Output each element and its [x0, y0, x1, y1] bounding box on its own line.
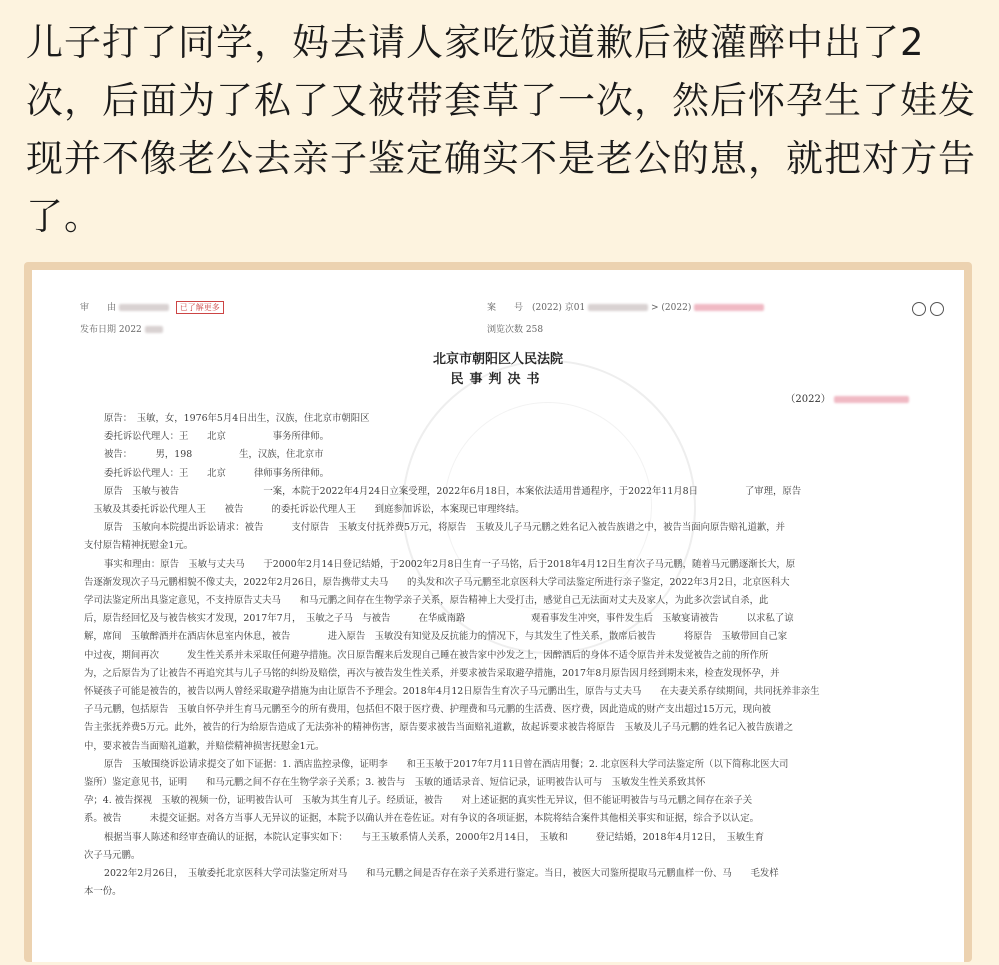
case-ref-2: > (2022): [651, 303, 692, 313]
judgment-line: 次子马元鹏。: [84, 849, 141, 861]
judgment-line: 怀疑孩子可能是被告的，被告以两人曾经采取避孕措施为由让原告不予理会。2018年4月12日原告生育次子马元鹏出生，原告与丈夫马 在夫妻关系存续期间，共同抚养非亲生: [84, 686, 820, 698]
judgment-line: 子马元鹏，包括原告 玉敏自怀孕并生育马元鹏至今的所有费用，包括但不限于医疗费、护理费和马元鹏的生活费、医疗费，因此造成的财产支出超过15万元，现向被: [84, 704, 771, 716]
judgment-line: 告主张抚养费5万元。此外，被告的行为给原告造成了无法弥补的精神伤害，原告要求被告当面赔礼道歉，故起诉要求被告将原告 玉敏及儿子马元鹏的姓名记入被告族谱之: [84, 722, 794, 734]
view-count: 浏览次数 258: [487, 325, 544, 335]
post-text: 儿子打了同学，妈去请人家吃饭道歉后被灌醉中出了2次，后面为了私了又被带套草了一次，然后怀孕生了娃发现并不像老公去亲子鉴定确实不是老公的崽，就把对方告了。: [26, 21, 976, 238]
header-left-row-2: [80, 322, 163, 335]
judgment-line: 根据当事人陈述和经审查确认的证据，本院认定事实如下： 与王玉敏系情人关系，2000年2月14日， 玉敏和 登记结婚，2018年4月12日， 玉敏生育: [104, 831, 765, 843]
court-name: 北京市朝阳区人民法院: [432, 352, 563, 367]
judgment-line: 支付原告精神抚慰金1元。: [84, 540, 194, 552]
judgment-line: 2022年2月26日， 玉敏委托北京医科大学司法鉴定所对马 和马元鹏之间是否存在亲子关系进行鉴定。当日，被医大司鉴所提取马元鹏血样一份、马 毛发样: [104, 868, 779, 880]
header-stamp[interactable]: 已了解更多: [176, 301, 224, 314]
case-ref: 案 号 (2022) 京01: [487, 303, 586, 313]
judgment-line: 鉴所）鉴定意见书，证明 和马元鹏之间不存在生物学亲子关系；3. 被告与 玉敏的通话录音、短信记录，证明被告认可与 玉敏发生性关系致其怀: [84, 777, 706, 789]
print-icon[interactable]: [930, 302, 944, 316]
document-photo-frame: [24, 262, 972, 962]
judgment-line: 孕；4. 被告探视 玉敏的视频一份，证明被告认可 玉敏为其生育儿子。经质证，被告 对上述证据的真实性无异议，但不能证明被告与马元鹏之间存在亲子关: [84, 795, 753, 807]
header-case-row: [487, 300, 764, 313]
judgment-line: 后，原告经回忆及与被告核实才发现，2017年7月， 玉敏之子马 与被告 在华威南路 观看事发生冲突，事件发生后 玉敏宴请被告 以求私了谅: [84, 613, 794, 625]
judgment-line: 中，要求被告当面赔礼道歉，并赔偿精神损害抚慰金1元。: [84, 740, 325, 752]
judgment-line: 告逐渐发现次子马元鹏相貌不像丈夫，2022年2月26日，原告携带丈夫马 的头发和次子马元鹏至北京医科大学司法鉴定所进行亲子鉴定，2022年3月2日，北京医科大: [84, 576, 790, 588]
judgment-line: 玉敏及其委托诉讼代理人王 被告 的委托诉讼代理人王 到庭参加诉讼，本案现已审理终结。: [84, 504, 525, 516]
judgment-line: 原告 玉敏与被告 一案，本院于2022年4月24日立案受理，2022年6月18日，本案依法适用普通程序，于2022年11月8日 了审理，原告: [104, 485, 802, 497]
judgment-line: 事实和理由：原告 玉敏与丈夫马 于2000年2月14日登记结婚，于2002年2月8日生育一子马铭，后于2018年4月12日生育次子马元鹏，随着马元鹏逐渐长大，原: [104, 558, 796, 570]
redacted-text: [119, 304, 169, 311]
redacted-text: [588, 304, 648, 311]
redacted-text: [834, 396, 909, 403]
judgment-line: 委托诉讼代理人：王 北京 律师事务所律师。: [104, 467, 330, 479]
judgment-line: 委托诉讼代理人：王 北京 事务所律师。: [104, 431, 330, 443]
judgment-line: 本一份。: [84, 886, 122, 898]
judgment-line: 为，之后原告为了让被告不再追究其与儿子马铭的纠纷及赔偿，再次与被告发生性关系，并要求被告采取避孕措施，2017年8月原告因月经到期未来，检查发现怀孕，并: [84, 667, 780, 679]
judgment-line: 中过夜，期间再次 发生性关系并未采取任何避孕措施。次日原告醒来后发现自己睡在被告家中沙发之上，因醉酒后的身体不适令原告并未发觉被告之前的所作所: [84, 649, 769, 661]
judgment-line: 学司法鉴定所出具鉴定意见，不支持原告丈夫马 和马元鹏之间存在生物学亲子关系，原告精神上大受打击，感觉自己无法面对丈夫及家人，为此多次尝试自杀，此: [84, 595, 769, 607]
judgment-line: 原告： 玉敏，女，1976年5月4日出生，汉族，住北京市朝阳区: [104, 413, 370, 424]
case-number: [785, 390, 909, 405]
judgment-line: 被告： 男，198 生，汉族，住北京市: [104, 449, 324, 461]
judgment-line: 系。被告 未提交证据。对各方当事人无异议的证据，本院予以确认并在卷佐证。对有争议的各项证据，本院将结合案件其他相关事实和证据，综合予以认定。: [84, 813, 760, 825]
header-icons: [912, 302, 944, 316]
judgment-document: [32, 270, 964, 962]
judgment-line: 原告 玉敏围绕诉讼请求提交了如下证据：1. 酒店监控录像，证明李 和王玉敏于2017年7月11日曾在酒店用餐；2. 北京医科大学司法鉴定所（以下简称北医大司: [104, 758, 789, 770]
judgment-body: [84, 410, 944, 901]
publish-date: 发布日期 2022: [80, 325, 142, 335]
header-left-row-1: [80, 300, 224, 314]
judgment-line: 原告 玉敏向本院提出诉讼请求：被告 支付原告 玉敏支付抚养费5万元，将原告 玉敏及儿子马元鹏之姓名记入被告族谱之中，被告当面向原告赔礼道歉，并: [104, 522, 785, 534]
case-number-text: （2022）: [785, 394, 831, 405]
redacted-text: [694, 304, 764, 311]
header-label: 审 由: [80, 303, 117, 313]
share-icon[interactable]: [912, 302, 926, 316]
redacted-text: [145, 326, 163, 333]
document-type: 民事判决书: [450, 372, 546, 387]
judgment-line: 解，席间 玉敏醉酒并在酒店休息室内休息，被告 进入原告 玉敏没有知觉及反抗能力的情况下，与其发生了性关系，散席后被告 将原告 玉敏带回自己家: [84, 631, 788, 643]
